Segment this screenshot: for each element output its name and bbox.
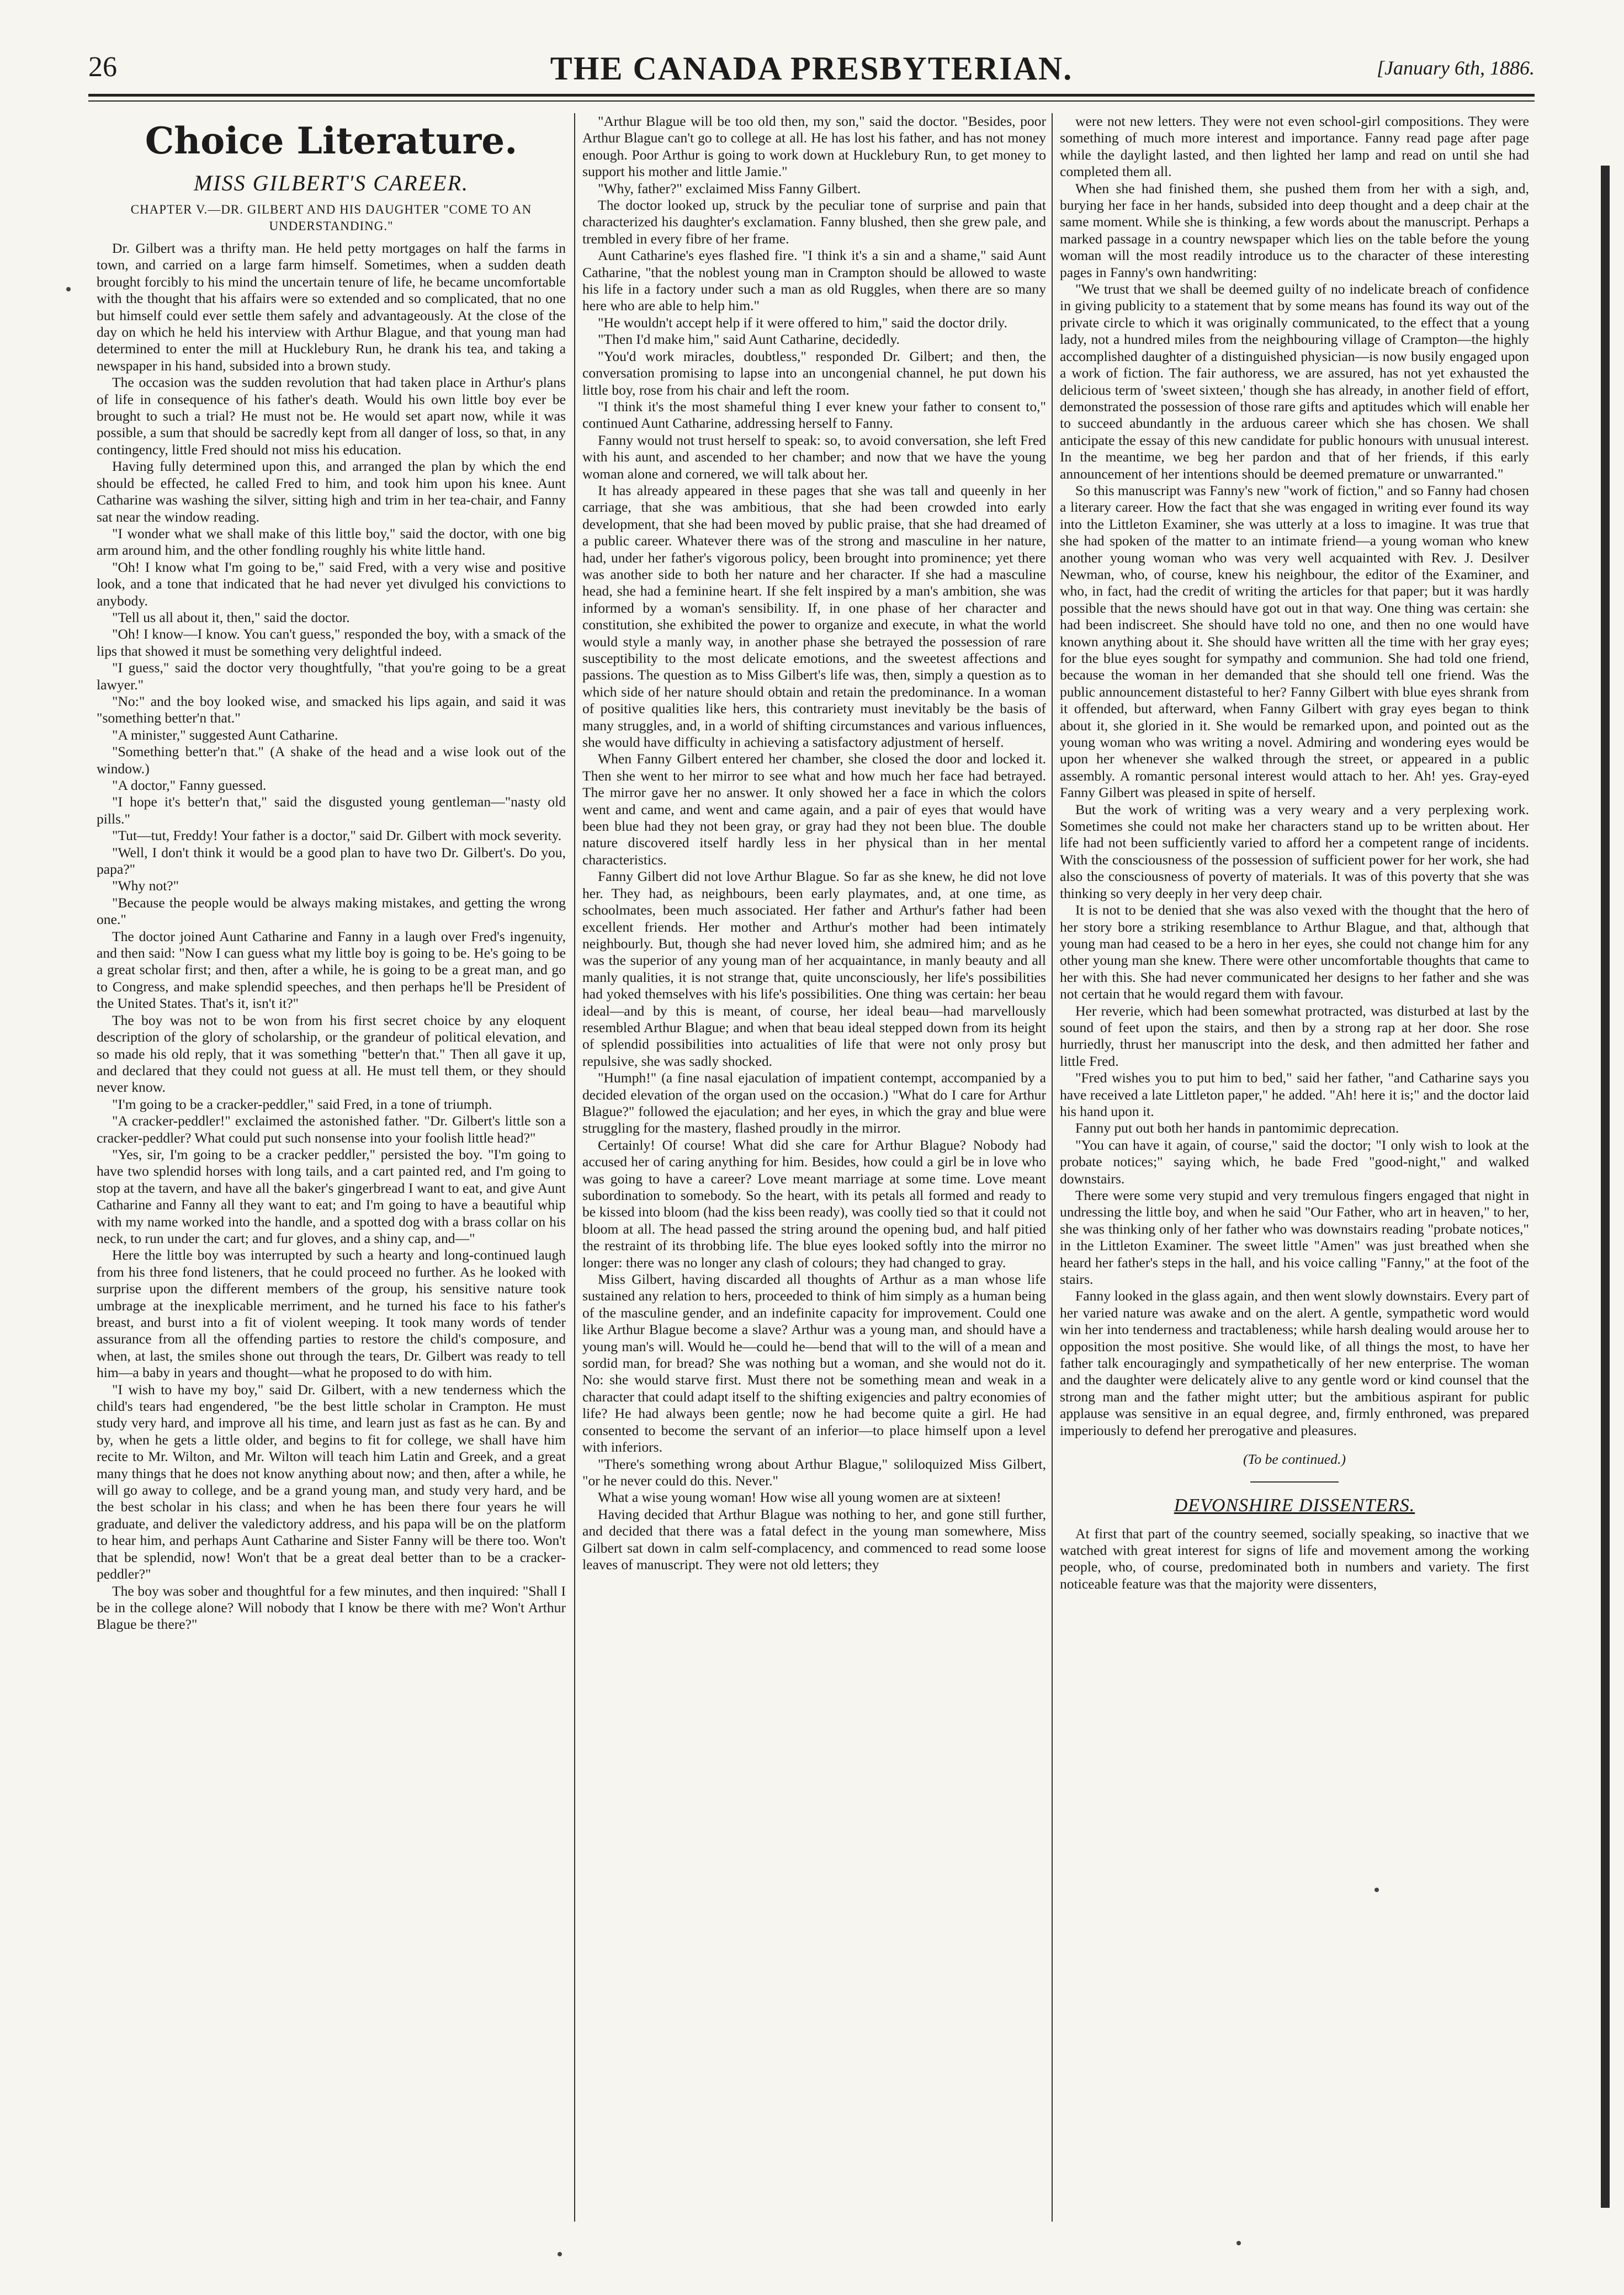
story-paragraph: "Oh! I know what I'm going to be," said Fred, with a very wise and positive look, and a tone that indicated that he had never yet divulged his convictions to anybody.	[97, 559, 566, 609]
story-paragraph: Certainly! Of course! What did she care for Arthur Blague? Nobody had accused her of caring anything for him. Besides, how could a girl be in love who was going to have a career? Love meant marriage at some time. Love meant subordination to somebody. So the heart, with its petals all formed and ready to be kissed into bloom (had the kiss been ready), was coolly tied so that it could not bloom at all. The head passed the string around the opening bud, and half pitied the restraint of its throbbing life. The blue eyes looked softly into the mirror no longer: there was no longer any clash of colours; they had changed to gray.	[582, 1136, 1046, 1271]
story-paragraph: Miss Gilbert, having discarded all thoughts of Arthur as a man whose life sustained any relation to hers, proceeded to think of him simply as a human being of the masculine gender, and an indefinite capacity for improvement. Could one like Arthur Blague become a slave? Arthur was a young man, and should have a young man's will. Would he—could he—bend that will to the will of a mean and sordid man, for bread? She was nothing but a woman, and she would not do it. No: she would starve first. Must there not be something mean and weak in a character that could adapt itself to the shifting exigencies and paltry economies of life? He had always been gentle; now he had become quite a girl. He had consented to become the servant of an inferior—to place himself upon a level with inferiors.	[582, 1271, 1046, 1455]
scan-edge-bar	[1601, 166, 1610, 2208]
column-3	[1060, 113, 1529, 2266]
story-paragraph: The boy was not to be won from his first secret choice by any eloquent description of the glory of scholarship, or the grandeur of political elevation, and so made his old reply, that it was something "better'n that." Then all gave it up, and declared that they could not guess at all. He must tell them, or they should never know.	[97, 1012, 566, 1096]
story-paragraph: "There's something wrong about Arthur Blague," soliloquized Miss Gilbert, "or he never could do this. Never."	[582, 1455, 1046, 1489]
scan-speck	[66, 287, 71, 291]
story-paragraph: "Tell us all about it, then," said the doctor.	[112, 609, 350, 625]
column-divider	[574, 113, 575, 2222]
column-divider	[1052, 113, 1053, 2222]
story-paragraph: Having fully determined upon this, and arranged the plan by which the end should be effected, he called Fred to him, and took him upon his knee. Aunt Catharine was washing the silver, sitting high and trim in her tea-chair, and Fanny sat near the window reading.	[97, 458, 566, 525]
story-paragraph: Having decided that Arthur Blague was nothing to her, and gone still further, and decided that there was a fatal defect in the young man somewhere, Miss Gilbert sat down in calm self-complacency, and commenced to read some loose leaves of manuscript. They were not old letters; they	[582, 1506, 1046, 1572]
page-number: 26	[88, 51, 117, 83]
story-paragraph: It has already appeared in these pages that she was tall and queenly in her carriage, that she was ambitious, that she had been crowded into early development, that she had been moved by public praise, that she had dreamed of a public career. Whatever there was of the strong and masculine in her nature, had, under her father's vigorous policy, been brought into prominence; yet there was another side to both her nature and her character. If she had a masculine head, she had a feminine heart. If she felt inspired by a man's ambition, she was informed by a woman's sensibility. If, in one phase of her character and constitution, she exhibited the power to organize and execute, in what the world would style a manly way, in another phase she betrayed the possession of rare susceptibility to the most delicate emotions, and the sweetest affections and passions. The question as to Miss Gilbert's life was, then, simply a question as to which side of her nature should obtain and retain the predominance. In a woman of positive qualities like hers, this contrariety must inevitably be the basis of many struggles, and, in a world of shifting circumstances and various influences, she would have difficulty in achieving a satisfactory adjustment of herself.	[582, 482, 1046, 751]
story-paragraph: Here the little boy was interrupted by such a hearty and long-continued laugh from his three fond listeners, that he could proceed no further. As he looked with surprise upon the different members of the group, his sensitive nature took umbrage at the inexplicable merriment, and he turned his face to his father's breast, and burst into a fit of violent weeping. It took many words of tender assurance from all the offending parties to restore the child's composure, and when, at last, the smiles shone out through the tears, Dr. Gilbert was ready to tell him—a baby in years and thought—what he proposed to do with him.	[97, 1247, 566, 1381]
story-paragraph: There were some very stupid and very tremulous fingers engaged that night in undressing the little boy, and when he said "Our Father, who art in heaven," to her, she was thinking only of her father who was downstairs reading "probate notices," in the Littleton Examiner. The sweet little "Amen" was just breathed when she heard her father's steps in the hall, and his voice calling "Fanny," at the foot of the stairs.	[1060, 1187, 1529, 1288]
story-paragraph: What a wise young woman! How wise all young women are at sixteen!	[598, 1489, 1001, 1506]
story-paragraph: Aunt Catharine's eyes flashed fire. "I think it's a sin and a shame," said Aunt Catharine, "that the noblest young man in Crampton should be allowed to waste his life in a factory under such a man as old Ruggles, when there are so many here who are able to help him."	[582, 247, 1046, 314]
story-paragraph: When she had finished them, she pushed them from her with a sigh, and, burying her face in her hands, subsided into deep thought and a deep chair at the same moment. While she is thinking, a few words about the manuscript. Perhaps a marked passage in a country newspaper which lies on the table before the young woman will the most readily introduce us to the character of these interesting pages in Fanny's own handwriting:	[1060, 180, 1529, 280]
to-be-continued: (To be continued.)	[1243, 1451, 1346, 1468]
story-paragraph: "Arthur Blague will be too old then, my son," said the doctor. "Besides, poor Arthur Blague can't go to college at all. He has lost his father, and has not money enough. Poor Arthur is going to work down at Hucklebury Run, to get money to support his mother and little Jamie."	[582, 113, 1046, 180]
story-paragraph: "Humph!" (a fine nasal ejaculation of impatient contempt, accompanied by a decided elevation of the organ used on the occasion.) "What do I care for Arthur Blague?" followed the ejaculation; and her eyes, in which the gray and blue were struggling for the mastery, flashed proudly in the mirror.	[582, 1070, 1046, 1136]
scan-speck	[1236, 2241, 1241, 2245]
column-1-text	[97, 240, 566, 1633]
story-paragraph: So this manuscript was Fanny's new "work of fiction," and so Fanny had chosen a literary career. How the fact that she was engaged in writing ever found its way into the Littleton Examiner, she was utterly at a loss to imagine. It was true that she had spoken of the matter to an intimate friend—a young woman who knew another young woman who was very well acquainted with Rev. J. Desilver Newman, who, of course, knew his neighbour, the editor of the Examiner, and who, in fact, had the credit of writing the articles for that paper; but it was hardly possible that the news should have got out in that way. One thing was certain: she had been indiscreet. She should have told no one, and then no one would have known anything about it. She should have written all the time with her gray eyes; for the blue eyes sought for sympathy and communion. She had told one friend, because the woman in her demanded that she should tell one friend. Was the public announcement distasteful to her? Fanny Gilbert with blue eyes shrank from it offended, but afterward, when Fanny Gilbert with gray eyes began to think about it, she gloried in it. She would be remarked upon, and pointed out as the young woman who was writing a novel. Admiring and wondering eyes would be upon her whenever she walked through the street, or appeared in a public assembly. A romantic personal interest would attach to her. Ah! yes. Gray-eyed Fanny Gilbert was pleased in spite of herself.	[1060, 482, 1529, 801]
masthead-rule	[88, 94, 1535, 97]
story-paragraph: The occasion was the sudden revolution that had taken place in Arthur's plans of life in consequence of his father's death. Would his own little boy ever be brought to such a trial? He must not be. He would set apart now, while it was possible, a sum that should be sacredly kept from all danger of loss, so that, in any contingency, little Fred should not miss his education.	[97, 374, 566, 458]
masthead	[88, 45, 1535, 95]
article-title: DEVONSHIRE DISSENTERS.	[1174, 1495, 1415, 1516]
newspaper-title: THE CANADA PRESBYTERIAN.	[550, 50, 1073, 87]
story-paragraph: Dr. Gilbert was a thrifty man. He held petty mortgages on half the farms in town, and carried on a large farm himself. Sometimes, when a sudden death brought forcibly to his mind the uncertain tenure of life, he became uncomfortable with the thought that his affairs were so extended and so complicated, that no one but himself could ever settle them safely and advantageously. At the close of the day on which he held his interview with Arthur Blague, and that young man had determined to enter the mill at Hucklebury Run, he drank his tea, and taking a newspaper in his hand, subsided into a brown study.	[97, 240, 566, 374]
story-paragraph: Fanny put out both her hands in pantomimic deprecation.	[1075, 1120, 1399, 1136]
chapter-heading: CHAPTER V.—DR. GILBERT AND HIS DAUGHTER "COME TO AN UNDERSTANDING."	[130, 203, 532, 233]
story-paragraph: "Something better'n that." (A shake of the head and a wise look out of the window.)	[97, 743, 566, 777]
story-paragraph: When Fanny Gilbert entered her chamber, she closed the door and locked it. Then she went to her mirror to see what and how much her face had betrayed. The mirror gave her no answer. It only showed her a face in which the colors went and came, and went and came again, and a pair of eyes that would have been blue had they not been gray, or gray had they not been blue. The double nature discovered itself hardly less in her physical than in her mental characteristics.	[582, 751, 1046, 868]
story-paragraph: "Well, I don't think it would be a good plan to have two Dr. Gilbert's. Do you, papa?"	[97, 844, 566, 878]
story-paragraph: "Fred wishes you to put him to bed," said her father, "and Catharine says you have received a late Littleton paper," he added. "Ah! here it is;" and the doctor laid his hand upon it.	[1060, 1070, 1529, 1119]
story-paragraph: "We trust that we shall be deemed guilty of no indelicate breach of confidence in giving publicity to a statement that by some means has found its way out of the private circle to which it was originally communicated, to the effect that a young lady, not a hundred miles from the neighbouring village of Crampton—the highly accomplished daughter of a distinguished physician—is now busily engaged upon a work of fiction. The fair authoress, we are assured, has not yet exhausted the delicious term of 'sweet sixteen,' though she has already, in another field of effort, demonstrated the possession of those rare gifts and aptitudes which will enable her to succeed abundantly in the arduous career which she has chosen. We shall anticipate the essay of this new candidate for public honours with unusual interest. In the meantime, we beg her pardon and that of her friends, if this early announcement of her intentions should be deemed premature or unwarranted."	[1060, 281, 1529, 482]
story-paragraph: "A minister," suggested Aunt Catharine.	[112, 726, 338, 743]
story-paragraph: "A doctor," Fanny guessed.	[112, 777, 267, 793]
story-paragraph: "I'm going to be a cracker-peddler," said Fred, in a tone of triumph.	[112, 1096, 492, 1112]
column-2-text	[582, 113, 1046, 1573]
article-paragraph: At first that part of the country seemed, socially speaking, so inactive that we watched with great interest for signs of life and movement among the working people, who, of course, predominated both in numbers and variety. The first noticeable feature was that the majority were dissenters,	[1060, 1525, 1529, 1592]
story-paragraph: "No:" and the boy looked wise, and smacked his lips again, and said it was "something better'n that."	[97, 693, 566, 726]
story-paragraph: The doctor joined Aunt Catharine and Fanny in a laugh over Fred's ingenuity, and then said: "Now I can guess what my little boy is going to be. He's going to be a great scholar first; and then, after a while, he is going to be a great man, and go to Congress, and make splendid speeches, and then perhaps he'll be President of the United States. That's it, isn't it?"	[97, 928, 566, 1012]
section-heading: Choice Literature.	[145, 119, 518, 162]
article-separator	[1250, 1481, 1339, 1483]
story-paragraph: "Yes, sir, I'm going to be a cracker peddler," persisted the boy. "I'm going to have two splendid horses with long tails, and a cart painted red, and I'm going to stop at the tavern, and have all the baker's gingerbread I want to eat, and give Aunt Catharine and Fanny all they want to eat; and I'm going to have a beautiful whip with my name worked into the handle, and a spotted dog with a brass collar on his neck, to run under the cart; and fur gloves, and a shiny cap, and—"	[97, 1146, 566, 1246]
issue-date: [January 6th, 1886.	[1377, 57, 1535, 79]
column-1	[97, 113, 566, 2266]
story-paragraph: Her reverie, which had been somewhat protracted, was disturbed at last by the sound of feet upon the stairs, and then by a strong rap at her door. She rose hurriedly, thrust her manuscript into the desk, and then admitted her father and little Fred.	[1060, 1002, 1529, 1069]
column-3-text	[1060, 113, 1529, 1439]
story-paragraph: "You can have it again, of course," said the doctor; "I only wish to look at the probate notices;" saying which, he bade Fred "good-night," and walked downstairs.	[1060, 1136, 1529, 1187]
masthead-rule-thin	[88, 100, 1535, 102]
story-paragraph: The boy was sober and thoughtful for a few minutes, and then inquired: "Shall I be in the college alone? Will nobody that I know be there with me? Won't Arthur Blague be there?"	[97, 1582, 566, 1633]
story-paragraph: The doctor looked up, struck by the peculiar tone of surprise and pain that characterized his daughter's exclamation. Fanny blushed, then she grew pale, and trembled in every fibre of her frame.	[582, 197, 1046, 247]
scan-speck	[1374, 1888, 1379, 1892]
column-2	[582, 113, 1046, 2266]
story-paragraph: Fanny Gilbert did not love Arthur Blague. So far as she knew, he did not love her. They had, as neighbours, been early playmates, and, at one time, as schoolmates, been much associated. Her father and Arthur's father had been excellent friends. Her mother and Arthur's mother had been intimately neighbourly. But, though she had never loved him, she admired him; and as he was the superior of any young man of her acquaintance, in manly beauty and all manly qualities, it is not strange that, quite unconsciously, her life's possibilities had yoked themselves with his life's possibilities. One thing was certain: her beau ideal—and by this is meant, of course, her ideal beau—had marvellously resembled Arthur Blague; and when that beau ideal stepped down from its height of splendid possibilities into actualities of life that were not only prosy but repulsive, she was sadly shocked.	[582, 868, 1046, 1069]
story-title: MISS GILBERT'S CAREER.	[193, 171, 469, 195]
story-paragraph: "I wonder what we shall make of this little boy," said the doctor, with one big arm around him, and the other fondling roughly his white little hand.	[97, 525, 566, 559]
story-paragraph: "I think it's the most shameful thing I ever knew your father to consent to," continued Aunt Catharine, addressing herself to Fanny.	[582, 398, 1046, 432]
story-paragraph: Fanny would not trust herself to speak: so, to avoid conversation, she left Fred with his aunt, and ascended to her chamber; and now that we have the young woman alone and cornered, we will talk about her.	[582, 432, 1046, 482]
story-paragraph: It is not to be denied that she was also vexed with the thought that the hero of her story bore a striking resemblance to Arthur Blague, and that, although that young man had ceased to be a hero in her eyes, she could not change him for any other young man she knew. There were other uncomfortable thoughts that came to her with this. She had never communicated her designs to her father and she was not certain that he would regard them with favour.	[1060, 902, 1529, 1002]
story-paragraph: "Oh! I know—I know. You can't guess," responded the boy, with a smack of the lips that showed it must be something very delightful indeed.	[97, 626, 566, 659]
story-paragraph: "I guess," said the doctor very thoughtfully, "that you're going to be a great lawyer."	[97, 660, 566, 693]
story-paragraph: were not new letters. They were not even school-girl compositions. They were something of much more interest and importance. Fanny read page after page while the daylight lasted, and then lighted her lamp and read on until she had completed them all.	[1060, 113, 1529, 180]
story-paragraph: "I hope it's better'n that," said the disgusted young gentleman—"nasty old pills."	[97, 794, 566, 827]
story-paragraph: "He wouldn't accept help if it were offered to him," said the doctor drily.	[598, 314, 1007, 331]
story-paragraph: "Because the people would be always making mistakes, and getting the wrong one."	[97, 894, 566, 928]
story-paragraph: Fanny looked in the glass again, and then went slowly downstairs. Every part of her varied nature was awake and on the alert. A gentle, sympathetic word would win her into tenderness and tractableness; while harsh dealing would arouse her to opposition the most positive. She would like, of all things the most, to have her father talk encouragingly and sympathetically of her new enterprise. The woman and the daughter were delicately alive to any gentle word or kind counsel that the strong man and the father might utter; but the ambitious aspirant for public applause was sensitive in an equal degree, and, firmly enthroned, was prepared imperiously to defend her prerogative and pleasures.	[1060, 1288, 1529, 1438]
story-paragraph: "Then I'd make him," said Aunt Catharine, decidedly.	[598, 331, 900, 348]
story-paragraph: "A cracker-peddler!" exclaimed the astonished father. "Dr. Gilbert's little son a cracker-peddler? What could put such nonsense into your foolish little head?"	[97, 1113, 566, 1146]
scan-speck	[558, 2252, 562, 2256]
story-paragraph: "You'd work miracles, doubtless," responded Dr. Gilbert; and then, the conversation promising to lapse into an uncongenial channel, he put down his little boy, rose from his chair and left the room.	[582, 348, 1046, 398]
story-paragraph: "Why not?"	[112, 878, 179, 894]
story-paragraph: "I wish to have my boy," said Dr. Gilbert, with a new tenderness which the child's tears had engendered, "be the best little scholar in Crampton. He must study very hard, and improve all his time, and learn just as fast as he can. By and by, when he gets a little older, and begins to fit for college, we shall have him recite to Mr. Wilton, and Mr. Wilton will teach him Latin and Greek, and a great many things that he does not know anything about now; and then, after a while, he will go away to college, and be a grand young man, and study very hard, and be the best scholar in his class; and when he has been there four years he will graduate, and deliver the valedictory address, and his papa will be on the platform to hear him, and perhaps Aunt Catharine and Sister Fanny will be there too. Won't that be splendid, now! Won't that be a great deal better than to be a cracker-peddler?"	[97, 1381, 566, 1582]
story-paragraph: "Tut—tut, Freddy! Your father is a doctor," said Dr. Gilbert with mock severity.	[112, 827, 562, 844]
story-paragraph: But the work of writing was a very weary and a very perplexing work. Sometimes she could not make her characters stand up to be written about. Her life had not been sufficiently varied to afford her a competent range of incidents. With the consciousness of the possession of sufficient power for her work, she had also the consciousness of poverty of materials. It was of this poverty that she was thinking so very deeply in her very deep chair.	[1060, 801, 1529, 901]
story-paragraph: "Why, father?" exclaimed Miss Fanny Gilbert.	[598, 180, 861, 196]
